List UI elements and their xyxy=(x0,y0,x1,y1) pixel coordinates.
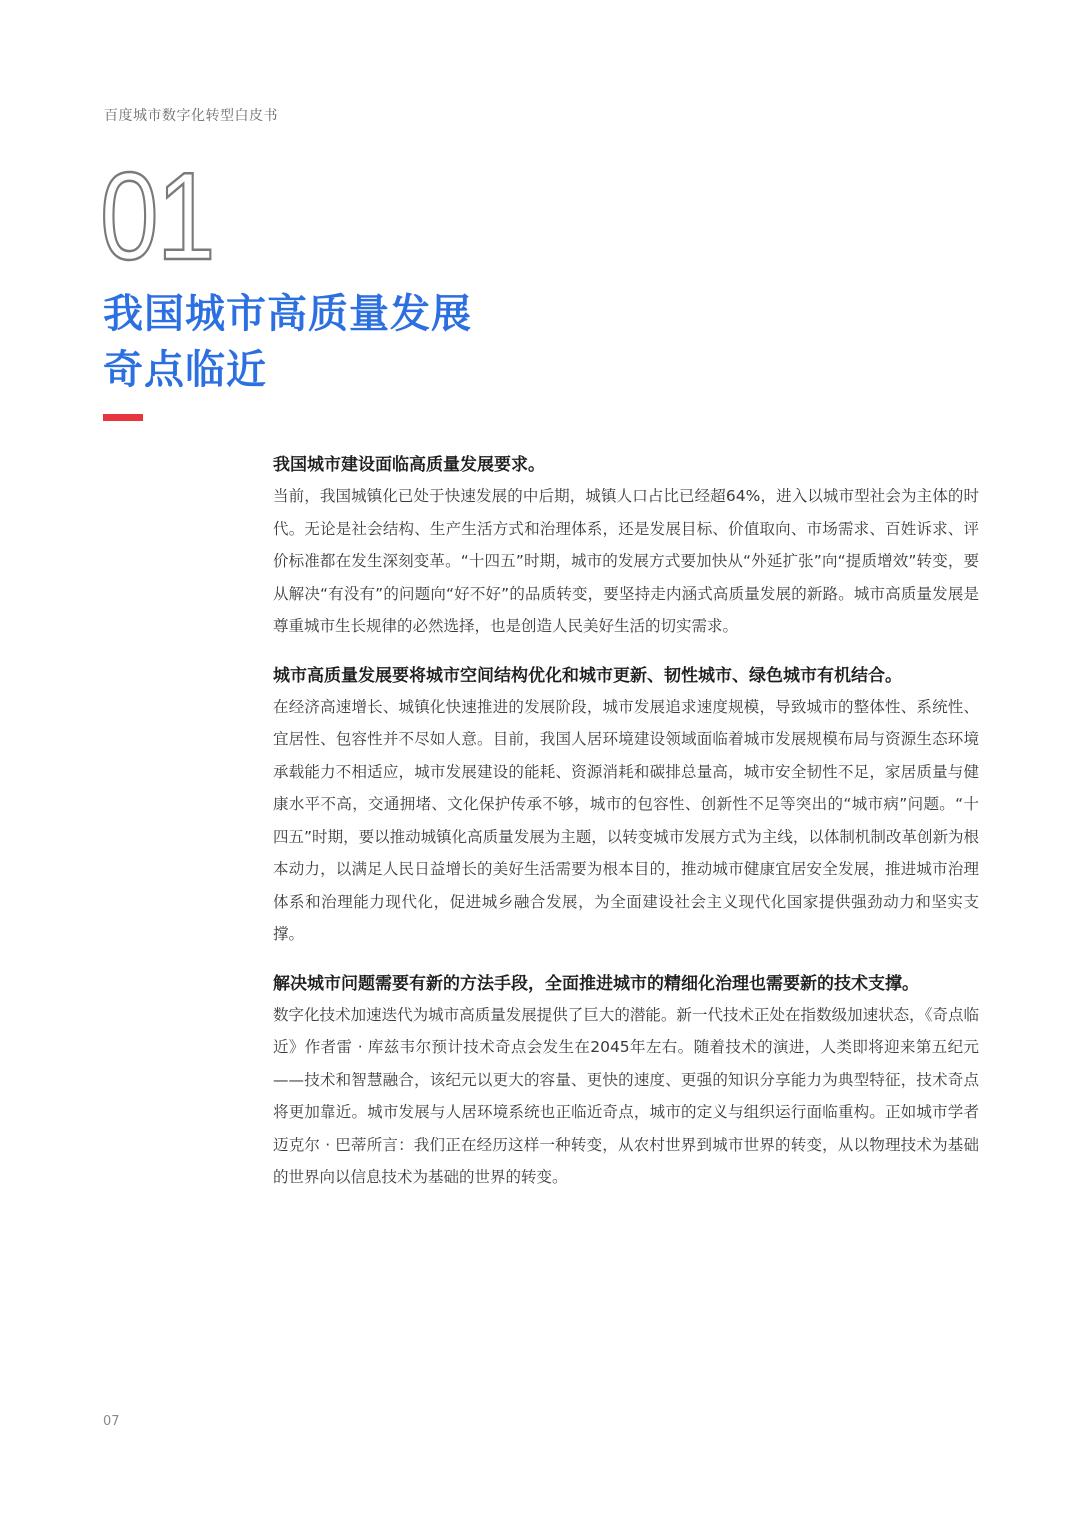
section xyxy=(273,450,979,643)
section-heading: 城市高质量发展要将城市空间结构优化和城市更新、韧性城市、绿色城市有机结合。 xyxy=(273,665,902,686)
chapter-number: 01 xyxy=(100,148,214,286)
page-number: 07 xyxy=(103,1414,120,1429)
chapter-title-line-2: 奇点临近 xyxy=(103,347,267,393)
section-body: 在经济高速增长、城镇化快速推进的发展阶段，城市发展追求速度规模，导致城市的整体性、系统性、宜居性、包容性并不尽如人意。目前，我国人居环境建设领域面临着城市发展规模布局与资源生态环境承载能力不相适应，城市发展建设的能耗、资源消耗和碳排总量高，城市安全韧性不足，家居质量与健康水平不高，交通拥堵、文化保护传承不够，城市的包容性、创新性不足等突出的“城市病”问题。“十四五”时期，要以推动城镇化高质量发展为主题，以转变城市发展方式为主线，以体制机制改革创新为根本动力，以满足人民日益增长的美好生活需要为根本目的，推动城市健康宜居安全发展，推进城市治理体系和治理能力现代化，促进城乡融合发展，为全面建设社会主义现代化国家提供强劲动力和坚实支撑。 xyxy=(273,697,979,943)
accent-bar xyxy=(103,414,143,421)
section xyxy=(273,969,979,1194)
section-heading: 我国城市建设面临高质量发展要求。 xyxy=(273,455,545,475)
section-body: 数字化技术加速迭代为城市高质量发展提供了巨大的潜能。新一代技术正处在指数级加速状态，《奇点临近》作者雷 · 库兹韦尔预计技术奇点会发生在2045年左右。随着技术的演进，人类即将迎来第五纪元——技术和智慧融合，该纪元以更大的容量、更快的速度、更强的知识分享能力为典型特征，技术奇点将更加靠近。城市发展与人居环境系统也正临近奇点，城市的定义与组织运行面临重构。正如城市学者迈克尔 · 巴蒂所言：我们正在经历这样一种转变，从农村世界到城市世界的转变，从以物理技术为基础的世界向以信息技术为基础的世界的转变。 xyxy=(273,1005,979,1186)
chapter-title-line-1: 我国城市高质量发展 xyxy=(103,291,472,337)
section xyxy=(273,661,979,951)
running-header: 百度城市数字化转型白皮书 xyxy=(104,108,278,124)
section-heading: 解决城市问题需要有新的方法手段，全面推进城市的精细化治理也需要新的技术支撑。 xyxy=(273,973,919,994)
section-body: 当前，我国城镇化已处于快速发展的中后期，城镇人口占比已经超64%，进入以城市型社会为主体的时代。无论是社会结构、生产生活方式和治理体系，还是发展目标、价值取向、市场需求、百姓诉求、评价标准都在发生深刻变革。“十四五”时期，城市的发展方式要加快从“外延扩张”向“提质增效”转变，要从解决“有没有”的问题向“好不好”的品质转变，要坚持走内涵式高质量发展的新路。城市高质量发展是尊重城市生长规律的必然选择，也是创造人民美好生活的切实需求。 xyxy=(273,487,979,635)
content-column xyxy=(273,450,979,1212)
chapter-title xyxy=(103,286,472,398)
